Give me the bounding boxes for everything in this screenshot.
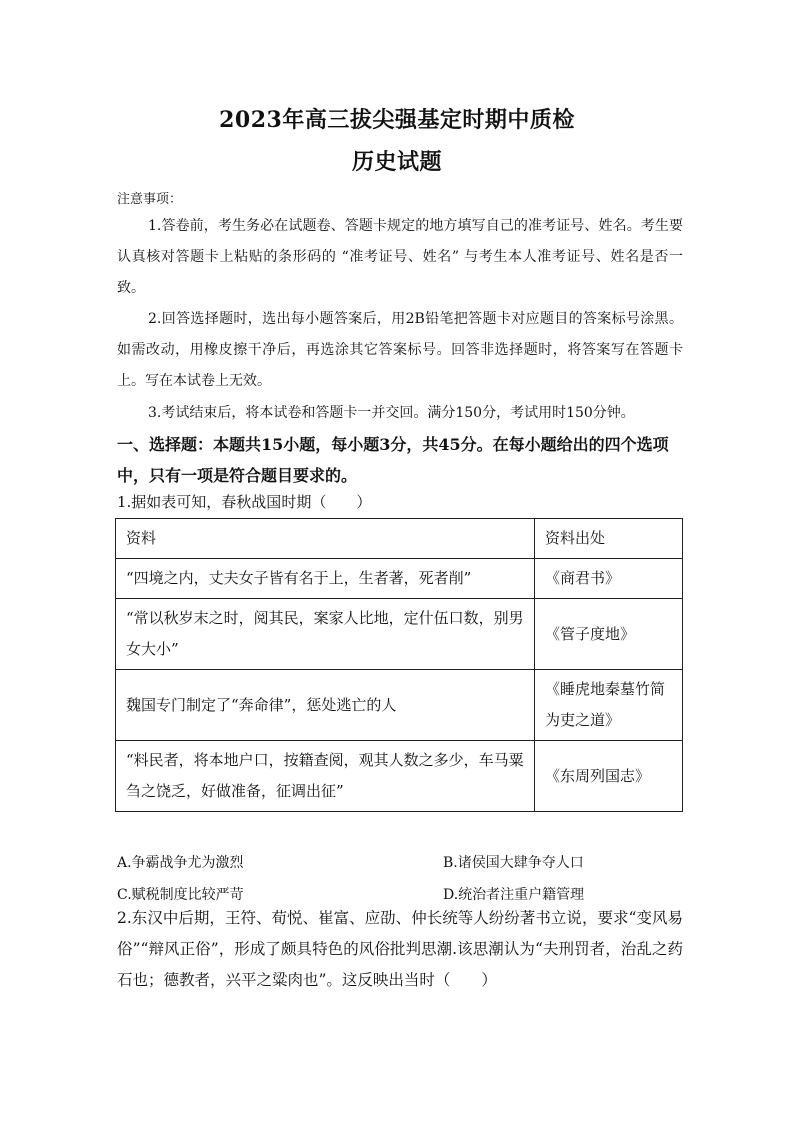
table-cell-material: “料民者，将本地户口，按籍查阅，观其人数之多少，车马粟刍之饶乏，好做准备，征调出征” — [116, 741, 535, 812]
table-header-cell: 资料 — [116, 519, 535, 559]
option-d: D.统治者注重户籍管理 — [443, 887, 585, 903]
table-cell-material: 魏国专门制定了“奔命律”，惩处逃亡的人 — [116, 670, 535, 741]
question-1-stem: 1.据如表可知，春秋战国时期（ ） — [117, 493, 372, 511]
table-row — [116, 670, 683, 741]
source-table — [115, 518, 683, 812]
note-item-3: 3.考试结束后，将本试卷和答题卡一并交回。满分150分，考试用时150分钟。 — [148, 405, 635, 421]
table-header-row — [116, 519, 683, 559]
table-cell-source: 《管子度地》 — [535, 599, 683, 670]
section-heading: 一、选择题：本题共15小题，每小题3分，共45分。在每小题给出的四个选项中，只有一项是符合题目要求的。 — [117, 435, 669, 485]
table-header-cell: 资料出处 — [535, 519, 683, 559]
option-c: C.赋税制度比较严苛 — [117, 887, 244, 903]
table-cell-source: 《东周列国志》 — [535, 741, 683, 812]
table-row — [116, 599, 683, 670]
question-2-stem: 2.东汉中后期，王符、荀悦、崔富、应劭、仲长统等人纷纷著书立说，要求“变风易俗”“辩风正俗”，形成了颇具特色的风俗批判思潮.该思潮认为“夫刑罚者，治乱之药石也；德教者，兴平之粱肉也”。这反映出当时（ ） — [117, 909, 683, 989]
option-a: A.争霸战争尤为激烈 — [117, 855, 244, 871]
exam-subtitle: 历史试题 — [351, 149, 442, 175]
table-cell-material: “常以秋岁末之时，阅其民，案家人比地，定什伍口数，别男女大小” — [116, 599, 535, 670]
table-cell-source: 《睡虎地秦墓竹简为吏之道》 — [535, 670, 683, 741]
exam-title: 2023年高三拔尖强基定时期中质检 — [219, 107, 575, 133]
note-item-2: 2.回答选择题时，选出每小题答案后，用2B铅笔把答题卡对应题目的答案标号涂黑。如需改动，用橡皮擦干净后，再选涂其它答案标号。回答非选择题时，将答案写在答题卡上。写在本试卷上无效。 — [117, 311, 683, 389]
table-row — [116, 559, 683, 599]
table-row — [116, 741, 683, 812]
table-cell-source: 《商君书》 — [535, 559, 683, 599]
table-cell-material: “四境之内，丈夫女子皆有名于上，生者著，死者削” — [116, 559, 535, 599]
notes-label: 注意事项： — [117, 192, 183, 207]
note-item-1: 1.答卷前，考生务必在试题卷、答题卡规定的地方填写自己的准考证号、姓名。考生要认真核对答题卡上粘贴的条形码的 “准考证号、姓名” 与考生本人准考证号、姓名是否一致。 — [117, 218, 683, 296]
option-b: B.诸侯国大肆争夺人口 — [443, 855, 584, 871]
